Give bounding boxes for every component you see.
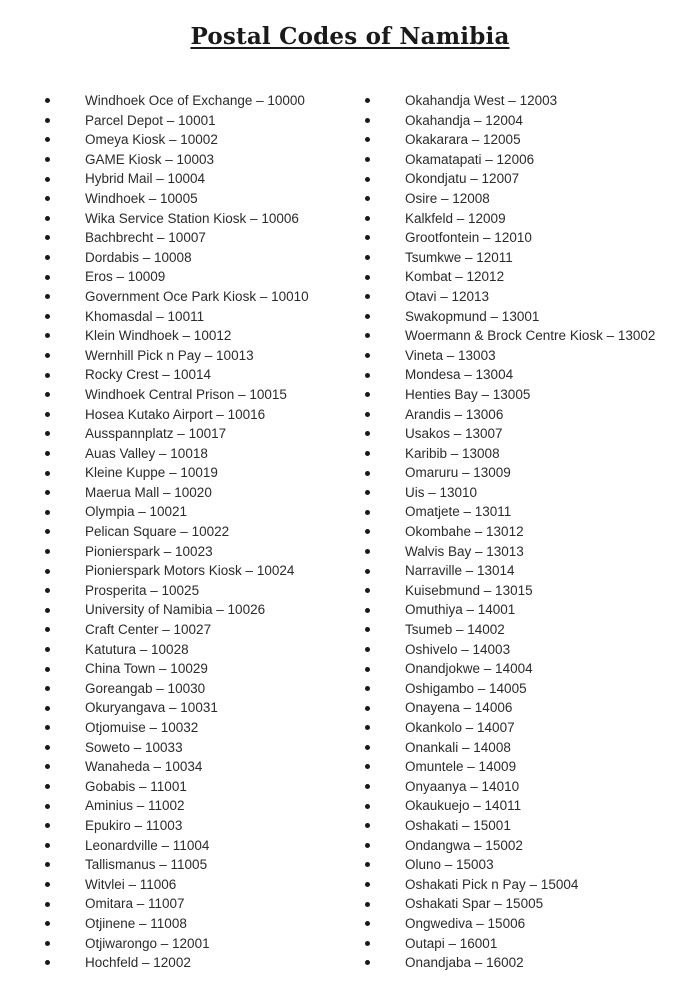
bullet-icon — [365, 823, 370, 828]
postal-code-item — [363, 365, 700, 385]
bullet-icon — [45, 177, 50, 182]
postal-code-text: Dordabis – 10008 — [85, 249, 192, 265]
postal-code-text: GAME Kiosk – 10003 — [85, 151, 215, 167]
bullet-icon — [365, 804, 370, 809]
bullet-icon — [365, 412, 370, 417]
bullet-icon — [45, 353, 50, 358]
postal-code-item — [363, 796, 700, 816]
postal-code-text: Katutura – 10028 — [85, 641, 189, 657]
postal-code-item — [43, 581, 363, 601]
postal-code-item — [43, 444, 363, 464]
postal-codes-left-column — [43, 91, 363, 973]
bullet-icon — [45, 667, 50, 672]
postal-code-item — [43, 483, 363, 503]
postal-code-item — [363, 600, 700, 620]
postal-code-text: Oshakati Pick n Pay – 15004 — [405, 876, 579, 892]
postal-code-text: Hybrid Mail – 10004 — [85, 171, 206, 187]
bullet-icon — [45, 902, 50, 907]
postal-code-text: Oshakati – 15001 — [405, 817, 511, 833]
postal-code-item — [43, 679, 363, 699]
bullet-icon — [45, 960, 50, 965]
bullet-icon — [365, 235, 370, 240]
postal-code-item — [43, 287, 363, 307]
postal-code-text: Oshakati Spar – 15005 — [405, 896, 544, 912]
bullet-icon — [365, 686, 370, 691]
postal-code-text: Onandjokwe – 14004 — [405, 661, 533, 677]
bullet-icon — [365, 451, 370, 456]
postal-code-text: Grootfontein – 12010 — [405, 230, 532, 246]
postal-code-text: Leonardville – 11004 — [85, 837, 210, 853]
bullet-icon — [45, 784, 50, 789]
postal-code-item — [363, 738, 700, 758]
postal-code-item — [43, 738, 363, 758]
bullet-icon — [365, 588, 370, 593]
postal-code-text: Okankolo – 14007 — [405, 720, 515, 735]
bullet-icon — [45, 255, 50, 260]
postal-code-text: Walvis Bay – 13013 — [405, 543, 524, 559]
postal-code-text: Otjinene – 11008 — [85, 915, 187, 931]
postal-code-item — [363, 150, 700, 170]
postal-code-text: Narraville – 13014 — [405, 563, 515, 579]
postal-code-text: Hosea Kutako Airport – 10016 — [85, 406, 266, 422]
postal-code-item — [43, 385, 363, 405]
postal-code-item — [43, 855, 363, 875]
postal-code-item — [363, 267, 700, 287]
bullet-icon — [45, 118, 50, 123]
bullet-icon — [45, 412, 50, 417]
bullet-icon — [365, 608, 370, 613]
postal-code-text: Pelican Square – 10022 — [85, 524, 230, 540]
postal-code-text: Okahandja West – 12003 — [405, 93, 558, 108]
postal-code-text: Wika Service Station Kiosk – 10006 — [85, 210, 299, 226]
bullet-icon — [365, 921, 370, 926]
bullet-icon — [45, 764, 50, 769]
postal-code-text: Tallismanus – 11005 — [85, 857, 208, 873]
postal-code-item — [43, 169, 363, 189]
bullet-icon — [365, 118, 370, 123]
postal-code-item — [363, 718, 700, 738]
bullet-icon — [45, 882, 50, 887]
postal-code-item — [363, 228, 700, 248]
bullet-icon — [365, 569, 370, 574]
bullet-icon — [365, 333, 370, 338]
postal-code-item — [363, 934, 700, 954]
postal-code-item — [363, 405, 700, 425]
postal-code-item — [43, 189, 363, 209]
postal-code-item — [43, 209, 363, 229]
postal-code-text: Pionierspark – 10023 — [85, 543, 213, 559]
bullet-icon — [45, 275, 50, 280]
bullet-icon — [365, 177, 370, 182]
bullet-icon — [45, 294, 50, 299]
postal-code-item — [363, 855, 700, 875]
postal-code-item — [363, 91, 700, 111]
postal-code-text: Parcel Depot – 10001 — [85, 112, 216, 128]
postal-code-item — [43, 934, 363, 954]
postal-code-item — [43, 836, 363, 856]
postal-code-item — [363, 483, 700, 503]
bullet-icon — [365, 275, 370, 280]
bullet-icon — [365, 882, 370, 887]
postal-code-item — [43, 248, 363, 268]
postal-code-item — [363, 502, 700, 522]
bullet-icon — [45, 921, 50, 926]
postal-code-item — [43, 718, 363, 738]
postal-code-text: Osire – 12008 — [405, 190, 490, 206]
postal-code-item — [363, 522, 700, 542]
postal-code-item — [43, 875, 363, 895]
bullet-icon — [365, 137, 370, 142]
postal-code-item — [363, 209, 700, 229]
postal-code-text: Okamatapati – 12006 — [405, 151, 535, 167]
postal-code-item — [363, 640, 700, 660]
postal-code-item — [363, 953, 700, 973]
postal-code-text: Okakarara – 12005 — [405, 132, 521, 148]
postal-code-text: Tsumkwe – 12011 — [405, 249, 513, 265]
postal-code-text: Onankali – 14008 — [405, 739, 511, 755]
postal-code-item — [363, 189, 700, 209]
postal-code-item — [363, 914, 700, 934]
postal-code-text: Mondesa – 13004 — [405, 367, 514, 383]
postal-code-text: Okuryangava – 10031 — [85, 700, 218, 716]
postal-code-item — [363, 346, 700, 366]
postal-code-item — [363, 463, 700, 483]
bullet-icon — [365, 960, 370, 965]
bullet-icon — [45, 686, 50, 691]
postal-code-text: Outapi – 16001 — [405, 935, 498, 951]
postal-code-item — [363, 777, 700, 797]
postal-code-item — [363, 894, 700, 914]
bullet-icon — [45, 823, 50, 828]
bullet-icon — [45, 333, 50, 338]
postal-code-text: Otavi – 12013 — [405, 288, 490, 304]
postal-code-text: Omatjete – 13011 — [405, 504, 512, 520]
postal-code-text: Bachbrecht – 10007 — [85, 230, 206, 246]
postal-code-text: Craft Center – 10027 — [85, 622, 212, 638]
page-title — [0, 21, 700, 52]
postal-code-item — [43, 561, 363, 581]
postal-code-item — [363, 836, 700, 856]
page-title-text: Postal Codes of Namibia — [190, 23, 510, 50]
bullet-icon — [365, 529, 370, 534]
postal-code-text: Government Oce Park Kiosk – 10010 — [85, 288, 309, 304]
postal-code-text: Eros – 10009 — [85, 269, 166, 285]
postal-code-item — [43, 698, 363, 718]
postal-code-text: Soweto – 10033 — [85, 739, 183, 755]
postal-code-item — [43, 542, 363, 562]
bullet-icon — [45, 373, 50, 378]
bullet-icon — [45, 490, 50, 495]
bullet-icon — [45, 569, 50, 574]
postal-code-item — [43, 620, 363, 640]
postal-code-item — [363, 385, 700, 405]
bullet-icon — [365, 314, 370, 319]
postal-code-text: Okombahe – 13012 — [405, 524, 524, 540]
postal-code-item — [43, 953, 363, 973]
bullet-icon — [45, 510, 50, 515]
bullet-icon — [45, 843, 50, 848]
postal-code-text: Arandis – 13006 — [405, 406, 504, 422]
bullet-icon — [45, 235, 50, 240]
bullet-icon — [365, 353, 370, 358]
postal-code-item — [43, 405, 363, 425]
postal-code-text: Windhoek Central Prison – 10015 — [85, 386, 287, 402]
bullet-icon — [365, 255, 370, 260]
bullet-icon — [45, 627, 50, 632]
postal-code-text: Oshigambo – 14005 — [405, 680, 527, 696]
bullet-icon — [365, 725, 370, 730]
bullet-icon — [45, 745, 50, 750]
postal-code-item — [43, 796, 363, 816]
bullet-icon — [45, 706, 50, 711]
bullet-icon — [365, 647, 370, 652]
postal-code-item — [363, 561, 700, 581]
postal-codes-right-column — [363, 91, 700, 973]
bullet-icon — [365, 941, 370, 946]
postal-code-text: Witvlei – 11006 — [85, 876, 177, 892]
postal-code-text: Oshivelo – 14003 — [405, 641, 511, 657]
bullet-icon — [45, 529, 50, 534]
bullet-icon — [365, 98, 370, 103]
postal-code-text: Kalkfeld – 12009 — [405, 210, 506, 226]
postal-code-item — [363, 659, 700, 679]
postal-code-text: Epukiro – 11003 — [85, 817, 183, 833]
bullet-icon — [45, 608, 50, 613]
bullet-icon — [365, 196, 370, 201]
postal-code-item — [363, 307, 700, 327]
bullet-icon — [45, 862, 50, 867]
postal-codes-list — [0, 91, 700, 973]
postal-code-item — [363, 581, 700, 601]
postal-code-item — [363, 698, 700, 718]
postal-code-text: Otjiwarongo – 12001 — [85, 935, 210, 951]
bullet-icon — [365, 157, 370, 162]
postal-code-text: Okahandja – 12004 — [405, 112, 523, 128]
postal-code-item — [43, 640, 363, 660]
bullet-icon — [365, 706, 370, 711]
postal-code-item — [363, 444, 700, 464]
postal-code-text: Usakos – 13007 — [405, 426, 503, 442]
bullet-icon — [365, 843, 370, 848]
postal-code-item — [43, 757, 363, 777]
postal-code-item — [43, 228, 363, 248]
postal-code-item — [43, 659, 363, 679]
bullet-icon — [365, 294, 370, 299]
bullet-icon — [365, 431, 370, 436]
postal-code-item — [43, 91, 363, 111]
postal-code-text: University of Namibia – 10026 — [85, 602, 266, 618]
postal-code-item — [43, 130, 363, 150]
postal-code-item — [363, 248, 700, 268]
postal-code-item — [43, 346, 363, 366]
postal-code-item — [363, 326, 700, 346]
bullet-icon — [45, 804, 50, 809]
postal-code-text: Tsumeb – 14002 — [405, 622, 505, 638]
postal-code-text: Kombat – 12012 — [405, 269, 505, 285]
postal-code-text: Auas Valley – 10018 — [85, 445, 208, 461]
postal-code-item — [363, 130, 700, 150]
postal-code-text: Onayena – 14006 — [405, 700, 513, 716]
bullet-icon — [365, 902, 370, 907]
postal-code-text: Henties Bay – 13005 — [405, 386, 531, 402]
postal-code-item — [363, 757, 700, 777]
bullet-icon — [45, 451, 50, 456]
postal-code-text: Maerua Mall – 10020 — [85, 484, 212, 500]
postal-code-text: Wanaheda – 10034 — [85, 759, 203, 775]
postal-code-text: Khomasdal – 10011 — [85, 308, 205, 324]
bullet-icon — [365, 373, 370, 378]
postal-code-item — [363, 875, 700, 895]
bullet-icon — [45, 725, 50, 730]
postal-code-text: Omuntele – 14009 — [405, 759, 517, 775]
postal-code-item — [43, 894, 363, 914]
bullet-icon — [45, 941, 50, 946]
bullet-icon — [45, 392, 50, 397]
postal-code-text: Omeya Kiosk – 10002 — [85, 132, 218, 148]
postal-code-text: Kuisebmund – 13015 — [405, 582, 533, 598]
postal-code-text: Omuthiya – 14001 — [405, 602, 516, 618]
bullet-icon — [45, 549, 50, 554]
postal-code-text: Ongwediva – 15006 — [405, 915, 526, 931]
bullet-icon — [45, 216, 50, 221]
postal-code-text: Swakopmund – 13001 — [405, 308, 540, 324]
postal-code-item — [363, 169, 700, 189]
bullet-icon — [365, 216, 370, 221]
postal-code-text: Okondjatu – 12007 — [405, 171, 520, 187]
postal-code-item — [43, 267, 363, 287]
postal-code-text: Kleine Kuppe – 10019 — [85, 465, 218, 481]
postal-code-item — [43, 150, 363, 170]
bullet-icon — [365, 784, 370, 789]
postal-code-text: Prosperita – 10025 — [85, 582, 200, 598]
postal-code-item — [43, 777, 363, 797]
bullet-icon — [365, 862, 370, 867]
bullet-icon — [45, 98, 50, 103]
postal-code-text: Windhoek – 10005 — [85, 190, 198, 206]
postal-code-item — [43, 307, 363, 327]
bullet-icon — [365, 392, 370, 397]
postal-code-text: Pionierspark Motors Kiosk – 10024 — [85, 563, 295, 579]
postal-code-item — [43, 816, 363, 836]
postal-code-text: Ausspannplatz – 10017 — [85, 426, 227, 442]
postal-code-item — [43, 502, 363, 522]
bullet-icon — [45, 137, 50, 142]
postal-code-item — [363, 542, 700, 562]
postal-code-item — [363, 679, 700, 699]
postal-code-item — [43, 326, 363, 346]
postal-code-text: Rocky Crest – 10014 — [85, 367, 212, 383]
postal-code-text: Hochfeld – 12002 — [85, 955, 191, 971]
bullet-icon — [365, 490, 370, 495]
postal-code-item — [363, 424, 700, 444]
postal-code-item — [43, 463, 363, 483]
postal-code-text: Onandjaba – 16002 — [405, 955, 524, 971]
postal-code-text: Wernhill Pick n Pay – 10013 — [85, 347, 254, 363]
postal-code-item — [363, 816, 700, 836]
bullet-icon — [45, 588, 50, 593]
postal-code-text: Okaukuejo – 14011 — [405, 798, 522, 814]
bullet-icon — [45, 314, 50, 319]
bullet-icon — [365, 667, 370, 672]
bullet-icon — [365, 745, 370, 750]
postal-code-item — [363, 111, 700, 131]
postal-code-text: Uis – 13010 — [405, 484, 478, 500]
postal-code-text: Omitara – 11007 — [85, 896, 185, 912]
postal-code-item — [43, 424, 363, 444]
bullet-icon — [45, 157, 50, 162]
postal-code-item — [43, 914, 363, 934]
postal-code-text: Vineta – 13003 — [405, 347, 496, 363]
postal-code-text: Gobabis – 11001 — [85, 778, 187, 794]
bullet-icon — [365, 471, 370, 476]
postal-code-text: Onyaanya – 14010 — [405, 778, 520, 794]
postal-code-text: Windhoek Oce of Exchange – 10000 — [85, 93, 305, 108]
bullet-icon — [365, 764, 370, 769]
postal-code-text: Goreangab – 10030 — [85, 680, 206, 696]
bullet-icon — [45, 431, 50, 436]
bullet-icon — [365, 510, 370, 515]
postal-code-text: Otjomuise – 10032 — [85, 720, 199, 735]
postal-code-text: Oluno – 15003 — [405, 857, 494, 873]
postal-code-text: China Town – 10029 — [85, 661, 208, 677]
postal-code-item — [363, 620, 700, 640]
postal-code-item — [43, 522, 363, 542]
bullet-icon — [45, 196, 50, 201]
postal-code-text: Omaruru – 13009 — [405, 465, 511, 481]
bullet-icon — [45, 647, 50, 652]
bullet-icon — [365, 627, 370, 632]
postal-code-item — [43, 111, 363, 131]
bullet-icon — [365, 549, 370, 554]
postal-code-text: Klein Windhoek – 10012 — [85, 328, 232, 344]
postal-code-text: Ondangwa – 15002 — [405, 837, 523, 853]
postal-code-item — [43, 600, 363, 620]
bullet-icon — [45, 471, 50, 476]
postal-code-item — [363, 287, 700, 307]
postal-code-text: Woermann & Brock Centre Kiosk – 13002 — [405, 328, 656, 344]
postal-code-text: Karibib – 13008 — [405, 445, 500, 461]
postal-code-item — [43, 365, 363, 385]
postal-code-text: Olympia – 10021 — [85, 504, 188, 520]
postal-code-text: Aminius – 11002 — [85, 798, 185, 814]
